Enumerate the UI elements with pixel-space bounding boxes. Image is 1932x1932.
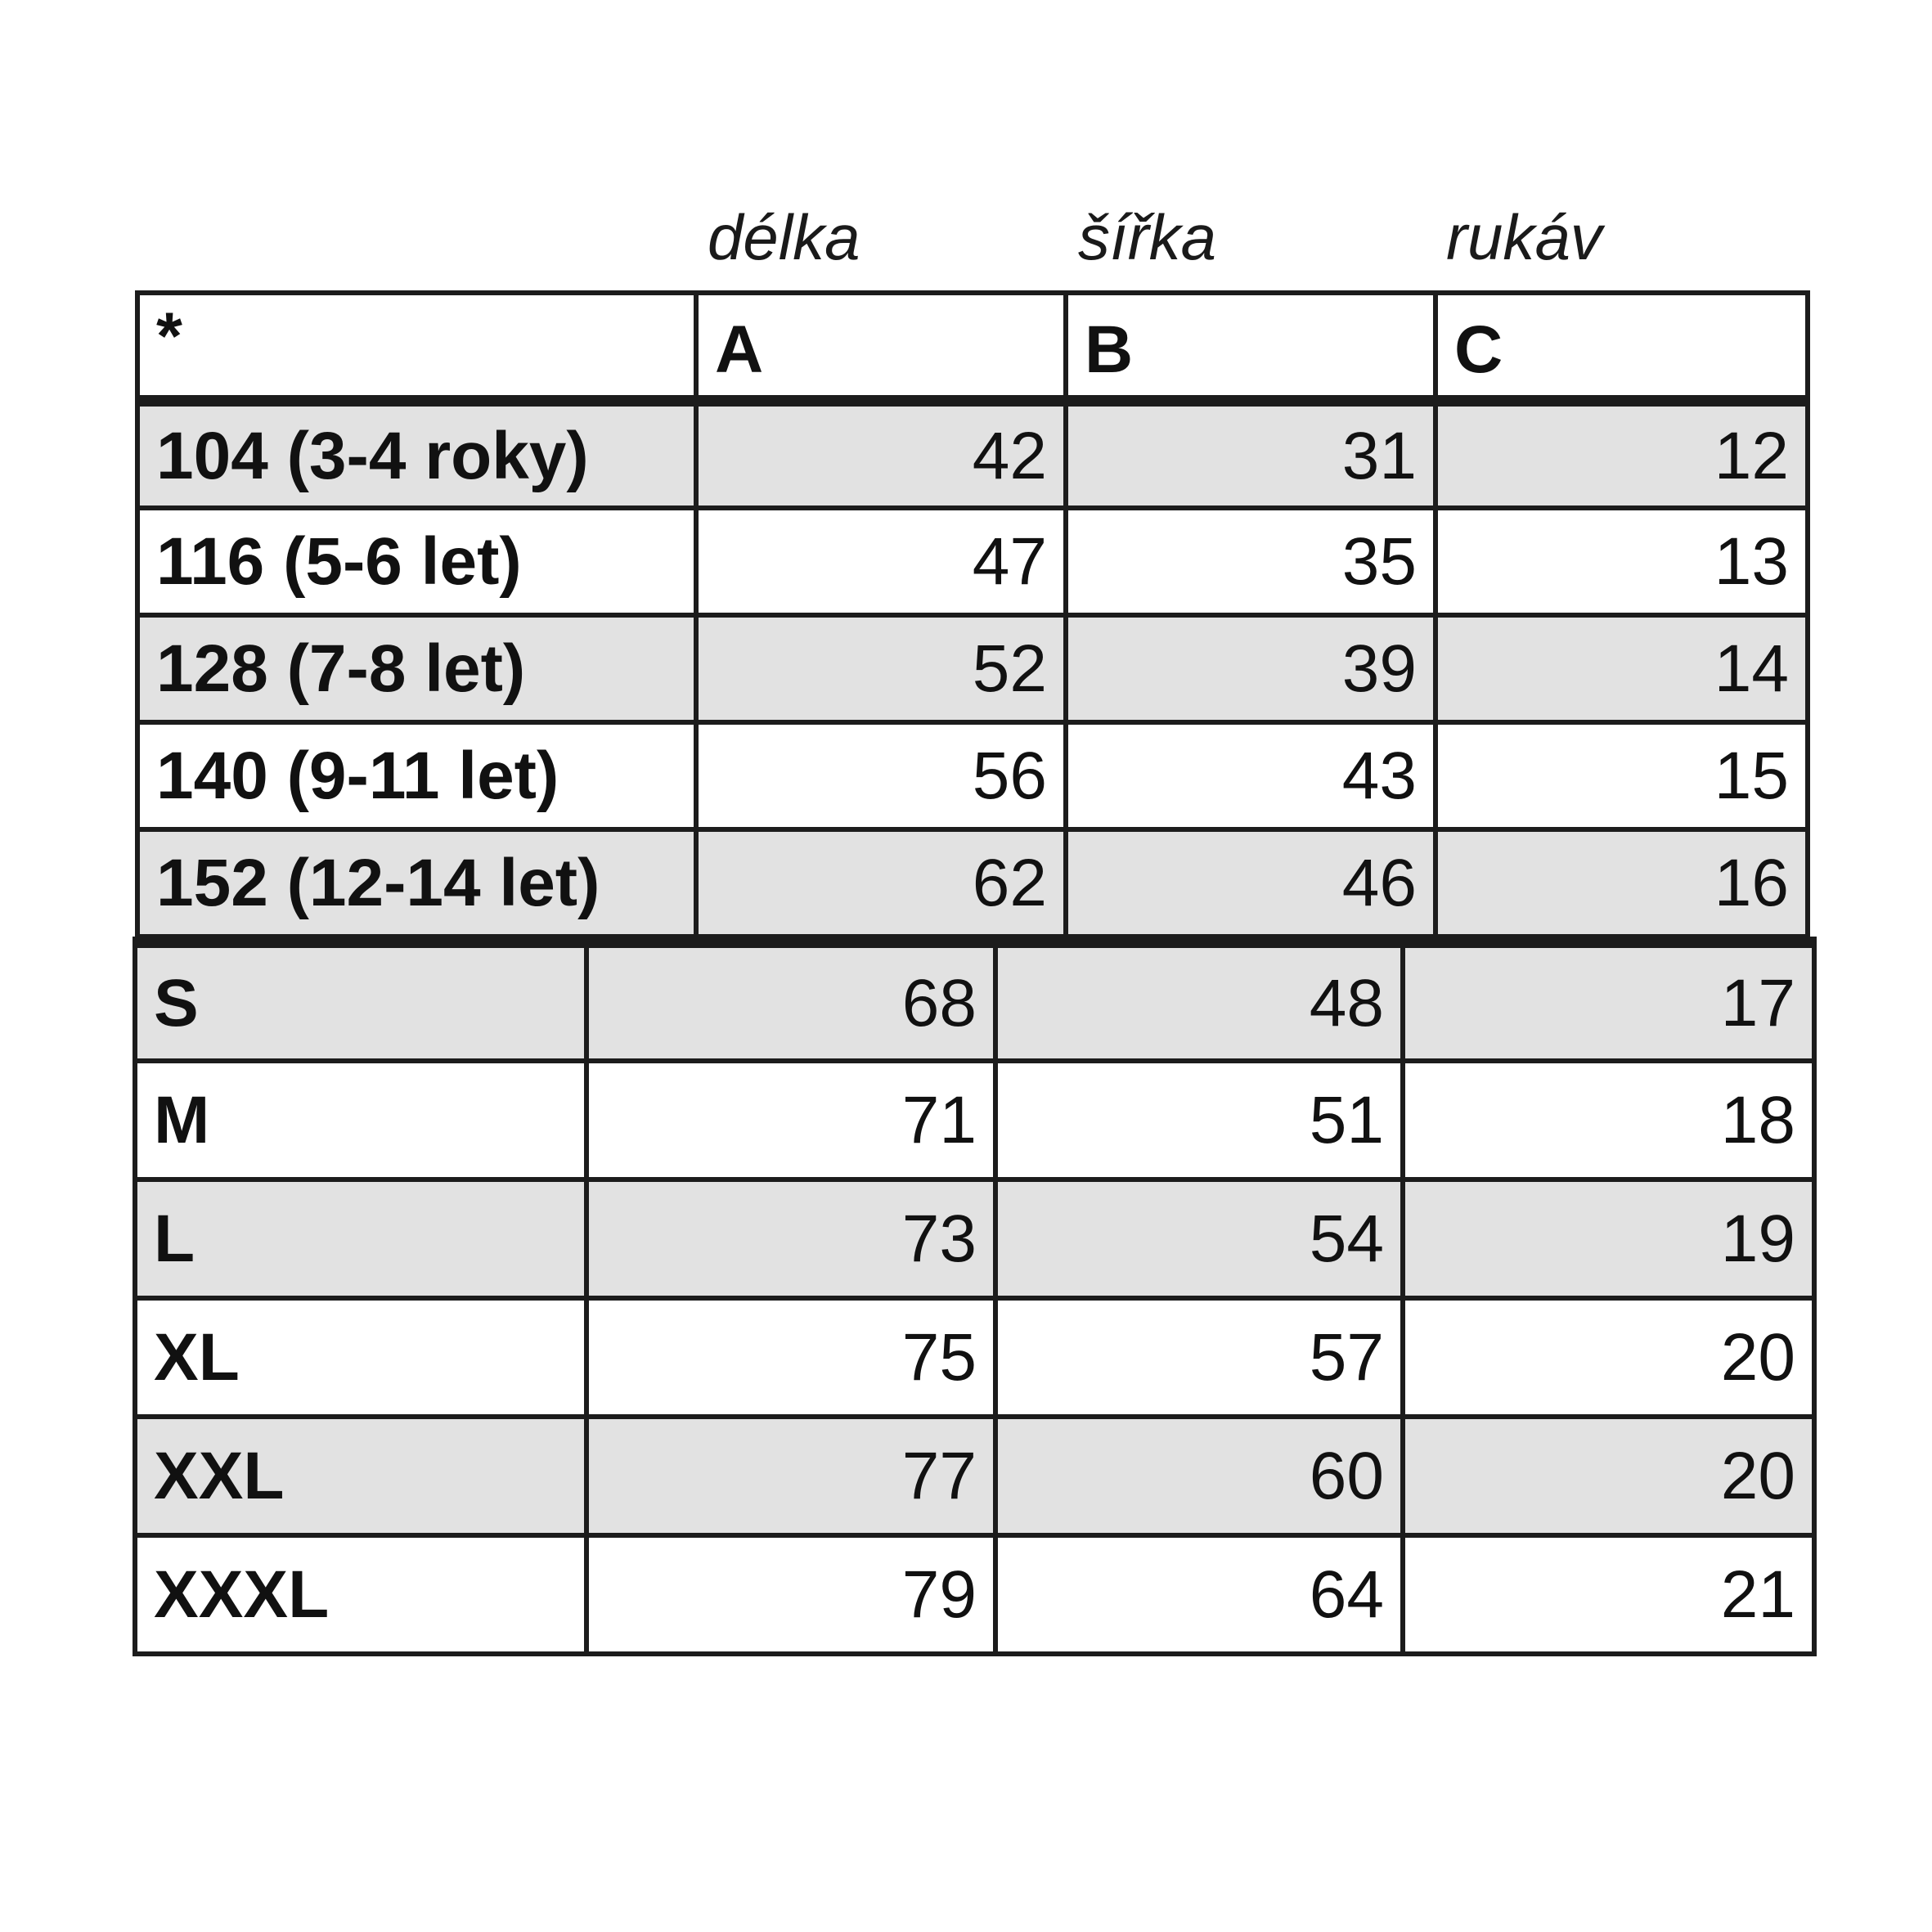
- column-title-delka: délka: [708, 201, 860, 273]
- adult-size-table: [133, 937, 1817, 1656]
- width-value: 43: [1066, 722, 1436, 829]
- length-value: 77: [586, 1417, 995, 1535]
- length-value: 52: [696, 615, 1066, 722]
- size-label: L: [135, 1179, 586, 1298]
- table-row: [137, 401, 1808, 508]
- sleeve-value: 12: [1436, 401, 1808, 508]
- table-row: [137, 508, 1808, 615]
- table-row: [137, 829, 1808, 937]
- length-value: 68: [586, 942, 995, 1061]
- length-value: 79: [586, 1535, 995, 1654]
- sleeve-value: 15: [1436, 722, 1808, 829]
- length-value: 56: [696, 722, 1066, 829]
- length-value: 71: [586, 1061, 995, 1179]
- sleeve-value: 17: [1403, 942, 1814, 1061]
- length-value: 42: [696, 401, 1066, 508]
- table-row: [135, 942, 1814, 1061]
- length-value: 73: [586, 1179, 995, 1298]
- table-row: [135, 1298, 1814, 1417]
- sleeve-value: 20: [1403, 1417, 1814, 1535]
- width-value: 64: [995, 1535, 1403, 1654]
- sleeve-value: 13: [1436, 508, 1808, 615]
- width-value: 51: [995, 1061, 1403, 1179]
- size-label: XXXL: [135, 1535, 586, 1654]
- width-value: 39: [1066, 615, 1436, 722]
- sleeve-value: 21: [1403, 1535, 1814, 1654]
- table-row: [135, 1179, 1814, 1298]
- sleeve-value: 16: [1436, 829, 1808, 937]
- children-size-table: [135, 290, 1810, 939]
- sleeve-value: 18: [1403, 1061, 1814, 1179]
- width-value: 31: [1066, 401, 1436, 508]
- size-label: 104 (3-4 roky): [137, 401, 696, 508]
- sleeve-value: 20: [1403, 1298, 1814, 1417]
- table-header-row: [137, 293, 1808, 401]
- width-value: 35: [1066, 508, 1436, 615]
- length-value: 75: [586, 1298, 995, 1417]
- length-value: 47: [696, 508, 1066, 615]
- size-label: XL: [135, 1298, 586, 1417]
- length-value: 62: [696, 829, 1066, 937]
- header-cell-c: C: [1436, 293, 1808, 401]
- header-cell-star: *: [137, 293, 696, 401]
- table-row: [135, 1417, 1814, 1535]
- width-value: 54: [995, 1179, 1403, 1298]
- width-value: 48: [995, 942, 1403, 1061]
- table-row: [135, 1061, 1814, 1179]
- header-cell-a: A: [696, 293, 1066, 401]
- width-value: 46: [1066, 829, 1436, 937]
- size-label: 140 (9-11 let): [137, 722, 696, 829]
- column-title-rukav: rukáv: [1446, 201, 1602, 273]
- width-value: 57: [995, 1298, 1403, 1417]
- table-row: [137, 615, 1808, 722]
- table-row: [135, 1535, 1814, 1654]
- size-label: 128 (7-8 let): [137, 615, 696, 722]
- size-label: 116 (5-6 let): [137, 508, 696, 615]
- sleeve-value: 14: [1436, 615, 1808, 722]
- sleeve-value: 19: [1403, 1179, 1814, 1298]
- size-label: 152 (12-14 let): [137, 829, 696, 937]
- header-cell-b: B: [1066, 293, 1436, 401]
- table-row: [137, 722, 1808, 829]
- column-title-sirka: šířka: [1078, 201, 1217, 273]
- size-label: XXL: [135, 1417, 586, 1535]
- size-label: M: [135, 1061, 586, 1179]
- width-value: 60: [995, 1417, 1403, 1535]
- size-label: S: [135, 942, 586, 1061]
